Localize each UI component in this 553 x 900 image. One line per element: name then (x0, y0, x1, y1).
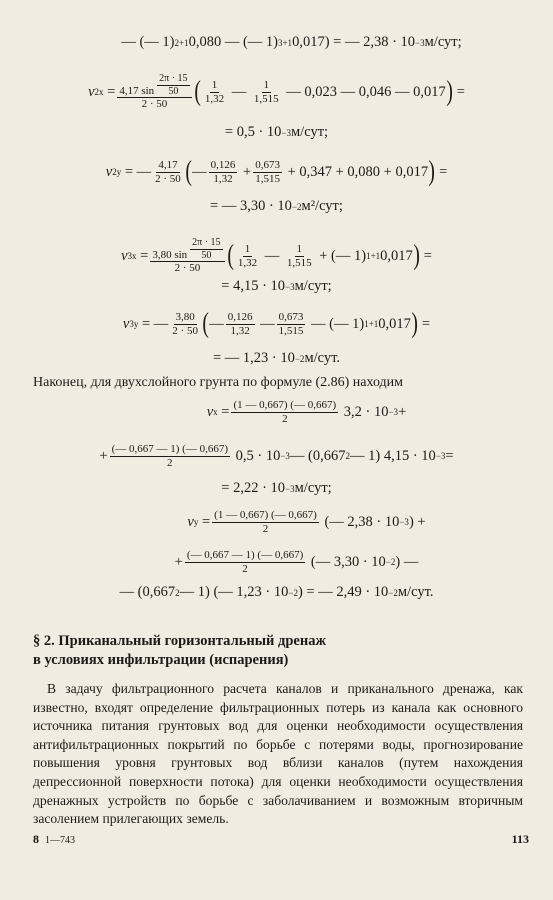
eq-text: — (0,667 (119, 584, 176, 600)
eq-text: ) = — 2,49 · 10 (297, 584, 389, 600)
eq-exponent: −3 (280, 451, 290, 461)
eq-operator: — (209, 315, 224, 332)
eq-text: = 0,5 · 10 (224, 124, 282, 140)
eq-symbol: v (105, 163, 113, 180)
equation-result (0, 480, 553, 497)
eq-operator: = (423, 247, 432, 264)
fraction (150, 237, 224, 275)
eq-text: 3,80 sin (152, 248, 188, 261)
fraction: $\frac{0,126}{1,32}$ (227, 310, 253, 337)
equation-v3x: v 3x = 3,80 sin $\frac{2\pi \cdot 15}{50}$ 2 · 50 ( $\frac{1}{1,32}$ — $\frac{1}{1,515}$ + (— 1) 1+1 0,017 ) = (121, 237, 432, 275)
eq-text: + 0,347 + 0,080 + 0,017 (287, 163, 429, 180)
signature-number: 8 (33, 832, 39, 846)
fraction: $\frac{0,126}{1,32}$ (210, 158, 236, 185)
eq-exponent: −2 (288, 587, 298, 598)
fraction: $\frac{(— 0,667 — 1) (— 0,667)}{2}$ (111, 442, 228, 469)
eq-unit: м/сут; (424, 34, 462, 50)
page-number: 113 (511, 832, 529, 846)
eq-text: 4,17 sin (119, 84, 155, 97)
eq-exponent: −2 (294, 353, 305, 364)
eq-operator: = (140, 247, 149, 264)
eq-text: + (— 1) (319, 247, 367, 264)
eq-symbol: v (187, 513, 194, 530)
eq-operator: — (264, 247, 280, 264)
eq-operator: + (398, 403, 407, 420)
eq-operator: — (231, 83, 247, 100)
eq-exponent: −2 (385, 557, 396, 567)
eq-exponent: −3 (415, 37, 425, 48)
section-heading-line: в условиях инфильтрации (испарения) (33, 652, 289, 668)
eq-exponent: 2+1 (174, 37, 189, 48)
eq-operator: — (260, 315, 275, 332)
equation-result (0, 278, 553, 295)
eq-operator: + (243, 163, 252, 180)
eq-exponent: 1+1 (364, 319, 379, 329)
eq-exponent: 2 (345, 451, 351, 461)
eq-text: — 1) (— 1,23 · 10 (179, 584, 289, 600)
eq-text: 0,5 · 10 (235, 447, 281, 464)
equation-v2x: v 2x = 4,17 sin $\frac{2\pi \cdot 15}{50}$ 2 · 50 ( $\frac{1}{1,32}$ — $\frac{1}{1,515}$ — 0,023 — 0,046 — 0,017 ) = (88, 73, 465, 111)
eq-operator: ) — (395, 553, 419, 570)
eq-text: 2 · 50 (141, 98, 168, 111)
signature-mark (33, 832, 75, 847)
eq-operator: = (201, 513, 211, 530)
equation-vx (0, 392, 553, 432)
eq-text: 50 (168, 85, 179, 97)
eq-symbol: v (206, 403, 214, 420)
eq-unit: м/сут; (291, 124, 329, 140)
eq-text: 0,080 — (— 1) (188, 34, 278, 50)
eq-symbol: v (121, 247, 128, 264)
eq-exponent: 2 (175, 587, 180, 598)
eq-subscript: 2x (94, 87, 104, 97)
eq-text: 0,017) = — 2,38 · 10 (292, 34, 416, 50)
section-heading (33, 632, 523, 670)
eq-operator: = (221, 403, 230, 420)
equation-vy (0, 502, 553, 542)
equation-result (0, 198, 553, 215)
eq-operator: = (456, 83, 465, 100)
fraction: $\frac{3,80}{2 \cdot 50}$ (172, 310, 198, 337)
eq-operator: — (192, 163, 207, 180)
eq-text: = — 3,30 · 10 (210, 198, 292, 214)
equation-vy-cont (0, 542, 553, 582)
eq-exponent: −3 (281, 127, 291, 138)
eq-exponent: −3 (435, 451, 446, 461)
fraction: $\frac{4,17}{2 \cdot 50}$ (155, 158, 181, 185)
fraction: $\frac{1}{1,515}$ (286, 242, 312, 269)
eq-exponent: −3 (399, 517, 409, 527)
eq-unit: м/сут; (294, 278, 332, 294)
eq-text: = 2,22 · 10 (221, 480, 286, 496)
eq-subscript: 3x (127, 251, 137, 261)
eq-exponent: 1+1 (366, 251, 381, 261)
eq-text: — 1) 4,15 · 10 (350, 447, 436, 464)
eq-text: 50 (201, 249, 212, 261)
equation-v2y: v 2y = — $\frac{4,17}{2 \cdot 50}$ ( — $\frac{0,126}{1,32}$ + $\frac{0,673}{1,515}$ + 0,347 + 0,080 + 0,017 ) = (105, 156, 448, 187)
fraction: $\frac{(1 — 0,667) (— 0,667)}{2}$ (214, 508, 317, 535)
equation-result (0, 124, 553, 141)
fraction: $\frac{1}{1,32}$ (237, 242, 258, 269)
eq-text: = — 1,23 · 10 (212, 350, 295, 366)
eq-operator: = (421, 315, 431, 332)
fraction: $\frac{(1 — 0,667) (— 0,667)}{2}$ (233, 398, 337, 425)
eq-operator: = — (141, 315, 169, 332)
eq-operator: = — (124, 163, 152, 180)
fraction (117, 73, 191, 111)
eq-text: 2π · 15 (159, 73, 188, 85)
eq-unit: м/сут. (304, 350, 341, 366)
eq-text: (— 2,38 · 10 (324, 513, 400, 530)
fraction: $\frac{0,673}{1,515}$ (255, 158, 280, 185)
eq-exponent: −2 (388, 587, 398, 598)
intro-sentence: Наконец, для двухслойного грунта по формуле (2.86) находим (33, 375, 404, 390)
eq-text: 2π · 15 (192, 237, 221, 249)
eq-operator: ) + (408, 513, 426, 530)
eq-operator: + (174, 553, 183, 570)
eq-text: (— 3,30 · 10 (310, 553, 386, 570)
equation-continuation (0, 34, 553, 51)
section-heading-line: § 2. Приканальный горизонтальный дренаж (33, 633, 326, 649)
fraction: $\frac{1}{1,515}$ (253, 78, 279, 105)
eq-symbol: v (88, 83, 95, 100)
eq-operator: = (107, 83, 116, 100)
eq-text: — (— 1) (121, 34, 175, 50)
eq-text: — (0,667 (289, 447, 346, 464)
eq-subscript: 3y (129, 319, 139, 329)
equation-vy-result (0, 584, 553, 601)
eq-exponent: −3 (388, 407, 399, 417)
eq-text: 2 · 50 (174, 262, 201, 275)
eq-exponent: −3 (285, 281, 295, 292)
eq-unit: м/сут; (294, 480, 332, 496)
eq-unit: м²/сут; (301, 198, 343, 214)
fraction: $\frac{1}{1,32}$ (204, 78, 225, 105)
eq-operator: + (99, 447, 108, 464)
eq-exponent: −2 (291, 201, 302, 212)
eq-text: = 4,15 · 10 (221, 278, 286, 294)
fraction: $\frac{(— 0,667 — 1) (— 0,667)}{2}$ (186, 548, 304, 575)
eq-symbol: v (122, 315, 130, 332)
equation-v3y: v 3y = — $\frac{3,80}{2 \cdot 50}$ ( — $\frac{0,126}{1,32}$ — $\frac{0,673}{1,515}$ — (— 1) 1+1 0,017 ) = (122, 308, 431, 339)
fraction: $\frac{0,673}{1,515}$ (278, 310, 304, 337)
eq-text: 0,017 (378, 315, 411, 332)
equation-vx-cont (0, 436, 553, 476)
eq-text: 0,017 (380, 247, 413, 264)
eq-text: — 0,023 — 0,046 — 0,017 (286, 83, 446, 100)
eq-subscript: 2y (112, 167, 122, 177)
signature-code: 1—743 (45, 835, 75, 846)
eq-text: 3,2 · 10 (343, 403, 389, 420)
eq-operator: = (445, 447, 454, 464)
eq-unit: м/сут. (397, 584, 434, 600)
eq-exponent: −3 (285, 483, 295, 494)
equation-result (0, 350, 553, 367)
eq-subscript: y (193, 517, 199, 527)
eq-exponent: 3+1 (277, 37, 293, 48)
eq-subscript: x (213, 407, 218, 417)
eq-text: — (— 1) (311, 315, 365, 332)
body-paragraph: В задачу фильтрационного расчета каналов и приканального дренажа, как известно, входят определение фильтрационных потерь из канала как основного источника питания грунтовых вод для оценки необходимости осуществления антифильтрационных покрытий по борьбе с потерями воды, прогнозирование повышения уровня грунтовых вод вблизи каналов (путем нахождения депрессионной поверхности потока) для оценки необходимости осуществления дренажных устройств по борьбе с заболачиванием и возможным вторичным засолением прилегающих земель. (33, 681, 523, 827)
eq-operator: = (439, 163, 448, 180)
